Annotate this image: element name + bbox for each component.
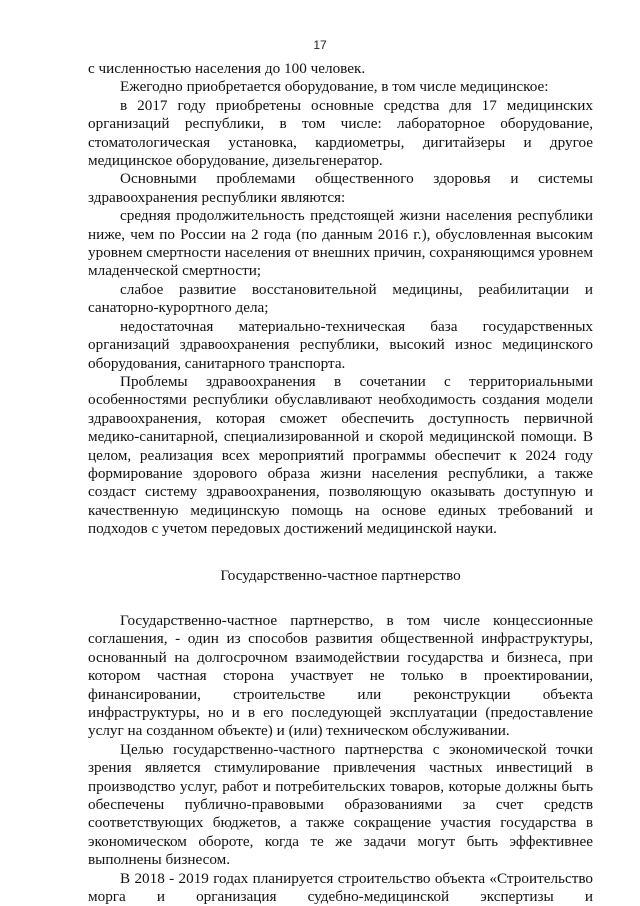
page-number: 17: [313, 38, 327, 52]
document-body: [88, 60, 593, 906]
paragraph: Государственно-частное партнерство, в том числе концессионные соглашения, - один из способов развития общественной инфраструктуры, основанный на долгосрочном взаимодействии государства и бизнеса, при котором частная сторона участвует не только в проектировании, финансировании, строительстве или реконструкции объекта инфраструктуры, но и в его последующей эксплуатации (предоставление услуг на созданном объекте) и (или) техническом обслуживании.: [88, 611, 593, 740]
paragraph: недостаточная материально-техническая база государственных организаций здравоохранения республики, высокий износ медицинского оборудования, санитарного транспорта.: [88, 317, 593, 372]
text-block-top: [88, 60, 593, 539]
paragraph: слабое развитие восстановительной медицины, реабилитации и санаторно-курортного дела;: [88, 280, 593, 317]
paragraph: с численностью населения до 100 человек.: [88, 60, 366, 77]
paragraph: в 2017 году приобретены основные средства для 17 медицинских организаций республики, в том числе: лабораторное оборудование, стоматологическая установка, кардиометры, дигитайзеры и другое медицинское оборудование, дизельгенератор.: [88, 96, 593, 170]
paragraph: Целью государственно-частного партнерства с экономической точки зрения является стимулирование привлечения частных инвестиций в производство услуг, работ и потребительских товаров, которые должны быть обеспечены публично-правовыми образованиями за счет средств соответствующих бюджетов, а также сокращение участия государства в экономическом обороте, когда те же задачи могут быть эффективнее выполнены бизнесом.: [88, 740, 593, 869]
paragraph: Проблемы здравоохранения в сочетании с территориальными особенностями республики обуславливают необходимость создания модели здравоохранения, которая сможет обеспечить доступность первичной медико-санитарной, специализированной и скорой медицинской помощи. В целом, реализация всех мероприятий программы обеспечит к 2024 году формирование здорового образа жизни населения республики, а также создаст систему здравоохранения, позволяющую оказывать доступную и качественную медицинскую помощь на основе единых требований и подходов с учетом передовых достижений медицинской науки.: [88, 372, 593, 538]
paragraph: средняя продолжительность предстоящей жизни населения республики ниже, чем по России на 2 года (по данным 2016 г.), обусловленная высоким уровнем смертности населения от внешних причин, сохраняющимся уровнем младенческой смертности;: [88, 207, 593, 280]
text-block-bottom: [88, 612, 593, 906]
section-heading: Государственно-частное партнерство: [220, 566, 461, 584]
paragraph: В 2018 - 2019 годах планируется строительство объекта «Строительство морга и организация судебно-медицинской экспертизы и: [88, 869, 593, 906]
paragraph: Ежегодно приобретается оборудование, в том числе медицинское:: [120, 78, 549, 96]
paragraph: Основными проблемами общественного здоровья и системы здравоохранения республики являются:: [88, 170, 593, 206]
